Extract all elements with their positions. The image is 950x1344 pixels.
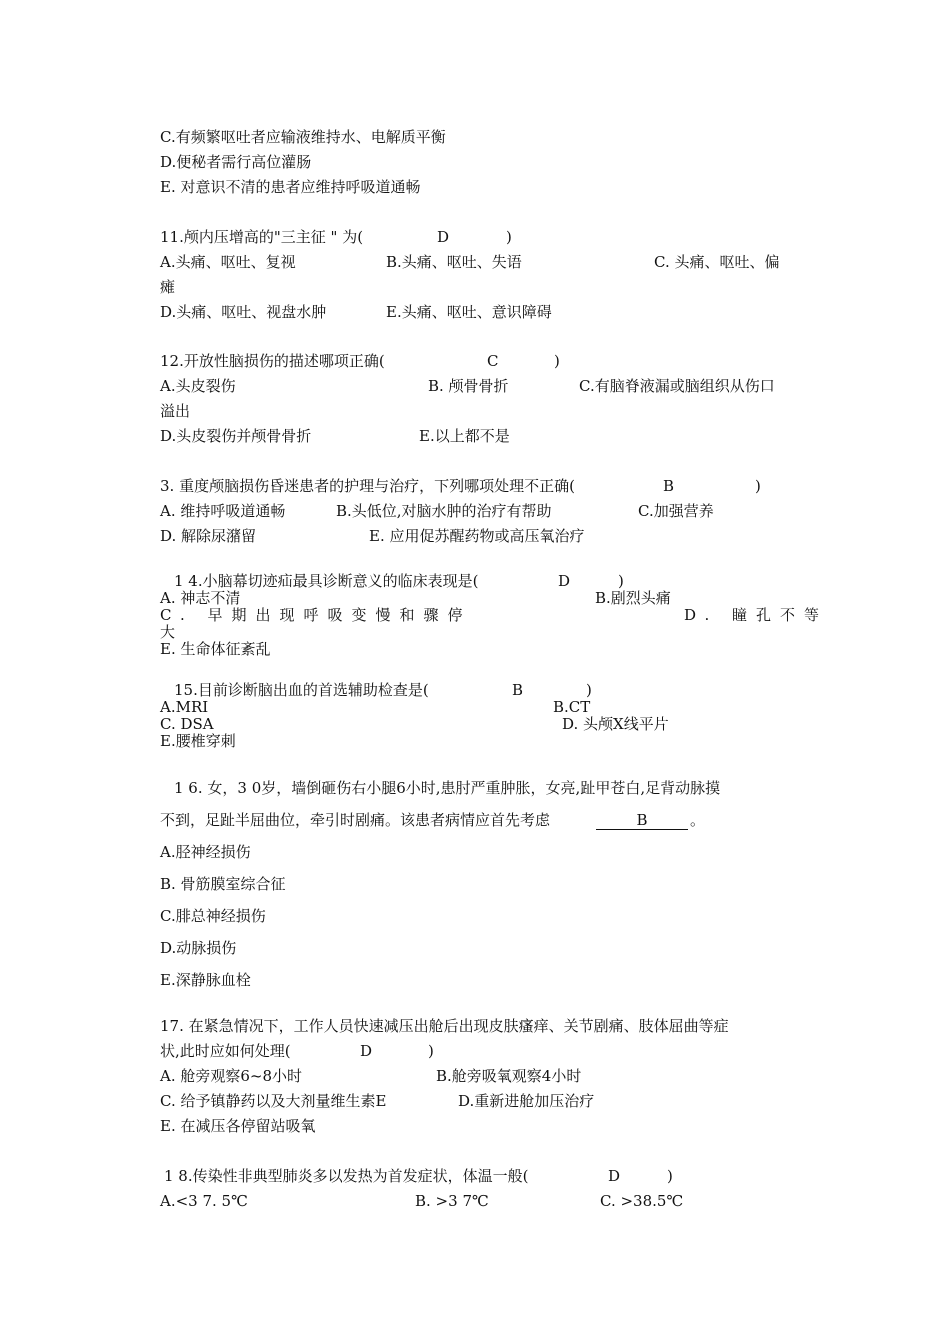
q16-stem2: 不到，足趾半屈曲位，牵引时剧痛。该患者病情应首先考虑 [160,811,551,829]
q17-option-b: B.舱旁吸氧观察4小时 [436,1067,582,1085]
q14-option-e: E. 生命体征紊乱 [160,640,271,658]
q14-option-d: D. 瞳孔不等 [684,606,829,624]
q13-option-d: D. 解除尿潴留 [160,527,257,545]
q15-option-c: C. DSA [160,715,214,733]
q11-option-a: A.头痛、呕吐、复视 [160,253,296,271]
q11-option-e: E.头痛、呕吐、意识障碍 [386,303,552,321]
q16-option-a: A.胫神经损伤 [160,843,251,861]
q16-option-e: E.深静脉血栓 [160,971,251,989]
q16-option-d: D.动脉损伤 [160,939,237,957]
q11-option-c-continued: 瘫 [160,278,176,296]
q17-option-c: C. 给予镇静药以及大剂量维生素E [160,1092,387,1110]
q15-option-b: B.CT [553,698,591,716]
q14-option-d-continued: 大 [160,623,176,641]
q11-close-paren: ) [506,228,512,246]
q11-option-b: B.头痛、呕吐、失语 [386,253,522,271]
q13-answer: B [663,477,675,495]
q12-option-b: B. 颅骨骨折 [428,377,509,395]
q17-stem-line1: 17. 在紧急情况下，工作人员快速减压出舱后出现皮肤瘙痒、关节剧痛、肢体屈曲等症 [160,1017,729,1035]
q18-close-paren: ) [667,1167,673,1185]
q12-close-paren: ) [554,352,560,370]
q11-answer: D [437,228,450,246]
q11-option-d: D.头痛、呕吐、视盘水肿 [160,303,327,321]
q16-end-mark: 。 [690,811,706,829]
q16-option-b: B. 骨筋膜室综合征 [160,875,286,893]
q16-option-c: C.腓总神经损伤 [160,907,266,925]
q12-option-a: A.头皮裂伤 [160,377,236,395]
q14-answer: D [558,572,571,590]
q18-option-b: B. >3 7℃ [415,1192,489,1210]
q18-answer: D [608,1167,621,1185]
q15-option-e: E.腰椎穿刺 [160,732,236,750]
q18-option-c: C. >38.5℃ [600,1192,684,1210]
q17-stem2: 状,此时应如何处理( [160,1042,291,1060]
q17-option-d: D.重新进舱加压治疗 [458,1092,595,1110]
q12-option-e: E.以上都不是 [419,427,510,445]
q16-answer-blank: B [596,811,688,830]
q13-option-b: B.头低位,对脑水肿的治疗有帮助 [336,502,552,520]
q12-stem: 12.开放性脑损伤的描述哪项正确( [160,352,385,370]
q14-option-c: C. 早期出现呼吸变慢和骤停 [160,606,472,624]
q10-option-c: C.有频繁呕吐者应输液维持水、电解质平衡 [160,128,446,146]
q14-close-paren: ) [618,572,624,590]
q14-option-a: A. 神志不清 [160,589,241,607]
q13-close-paren: ) [755,477,761,495]
q11-option-c: C. 头痛、呕吐、偏 [654,253,780,271]
q15-option-d: D. 头颅X线平片 [562,715,669,733]
q14-stem: 1 4.小脑幕切迹疝最具诊断意义的临床表现是( [174,572,479,590]
q18-stem: 1 8.传染性非典型肺炎多以发热为首发症状，体温一般( [164,1167,529,1185]
q15-close-paren: ) [586,681,592,699]
q15-option-a: A.MRI [160,698,209,716]
q12-option-c-continued: 溢出 [160,402,191,420]
q12-option-d: D.头皮裂伤并颅骨骨折 [160,427,312,445]
q13-option-c: C.加强营养 [638,502,714,520]
q17-option-a: A. 舱旁观察6~8小时 [160,1067,303,1085]
q11-options-row2 [160,303,552,357]
q18-options-row1 [160,1192,684,1264]
q17-close-paren: ) [428,1042,434,1060]
q18-option-a: A.<3 7. 5℃ [160,1192,248,1210]
q15-answer: B [512,681,524,699]
q13-stem: 3. 重度颅脑损伤昏迷患者的护理与治疗，下列哪项处理不正确( [160,477,575,495]
q17-answer: D [360,1042,373,1060]
q10-option-e: E. 对意识不清的患者应维持呼吸道通畅 [160,178,421,196]
q16-stem-line1: 1 6. 女，3 0岁，墙倒砸伤右小腿6小时,患肘严重肿胀，女亮,趾甲苍白,足背动脉摸 [174,779,721,797]
q10-option-d: D.便秘者需行高位灌肠 [160,153,312,171]
q13-option-a: A. 维持呼吸道通畅 [160,502,286,520]
q12-options-row2 [160,427,510,481]
q12-option-c: C.有脑脊液漏或脑组织从伤口 [579,377,775,395]
q17-option-e: E. 在减压各停留站吸氧 [160,1117,316,1135]
q15-stem: 15.目前诊断脑出血的首选辅助检查是( [174,681,429,699]
q11-stem: 11.颅内压增高的"三主征 " 为( [160,228,364,246]
q13-option-e: E. 应用促苏醒药物或高压氧治疗 [369,527,585,545]
q12-answer: C [487,352,499,370]
q14-option-b: B.剧烈头痛 [595,589,671,607]
